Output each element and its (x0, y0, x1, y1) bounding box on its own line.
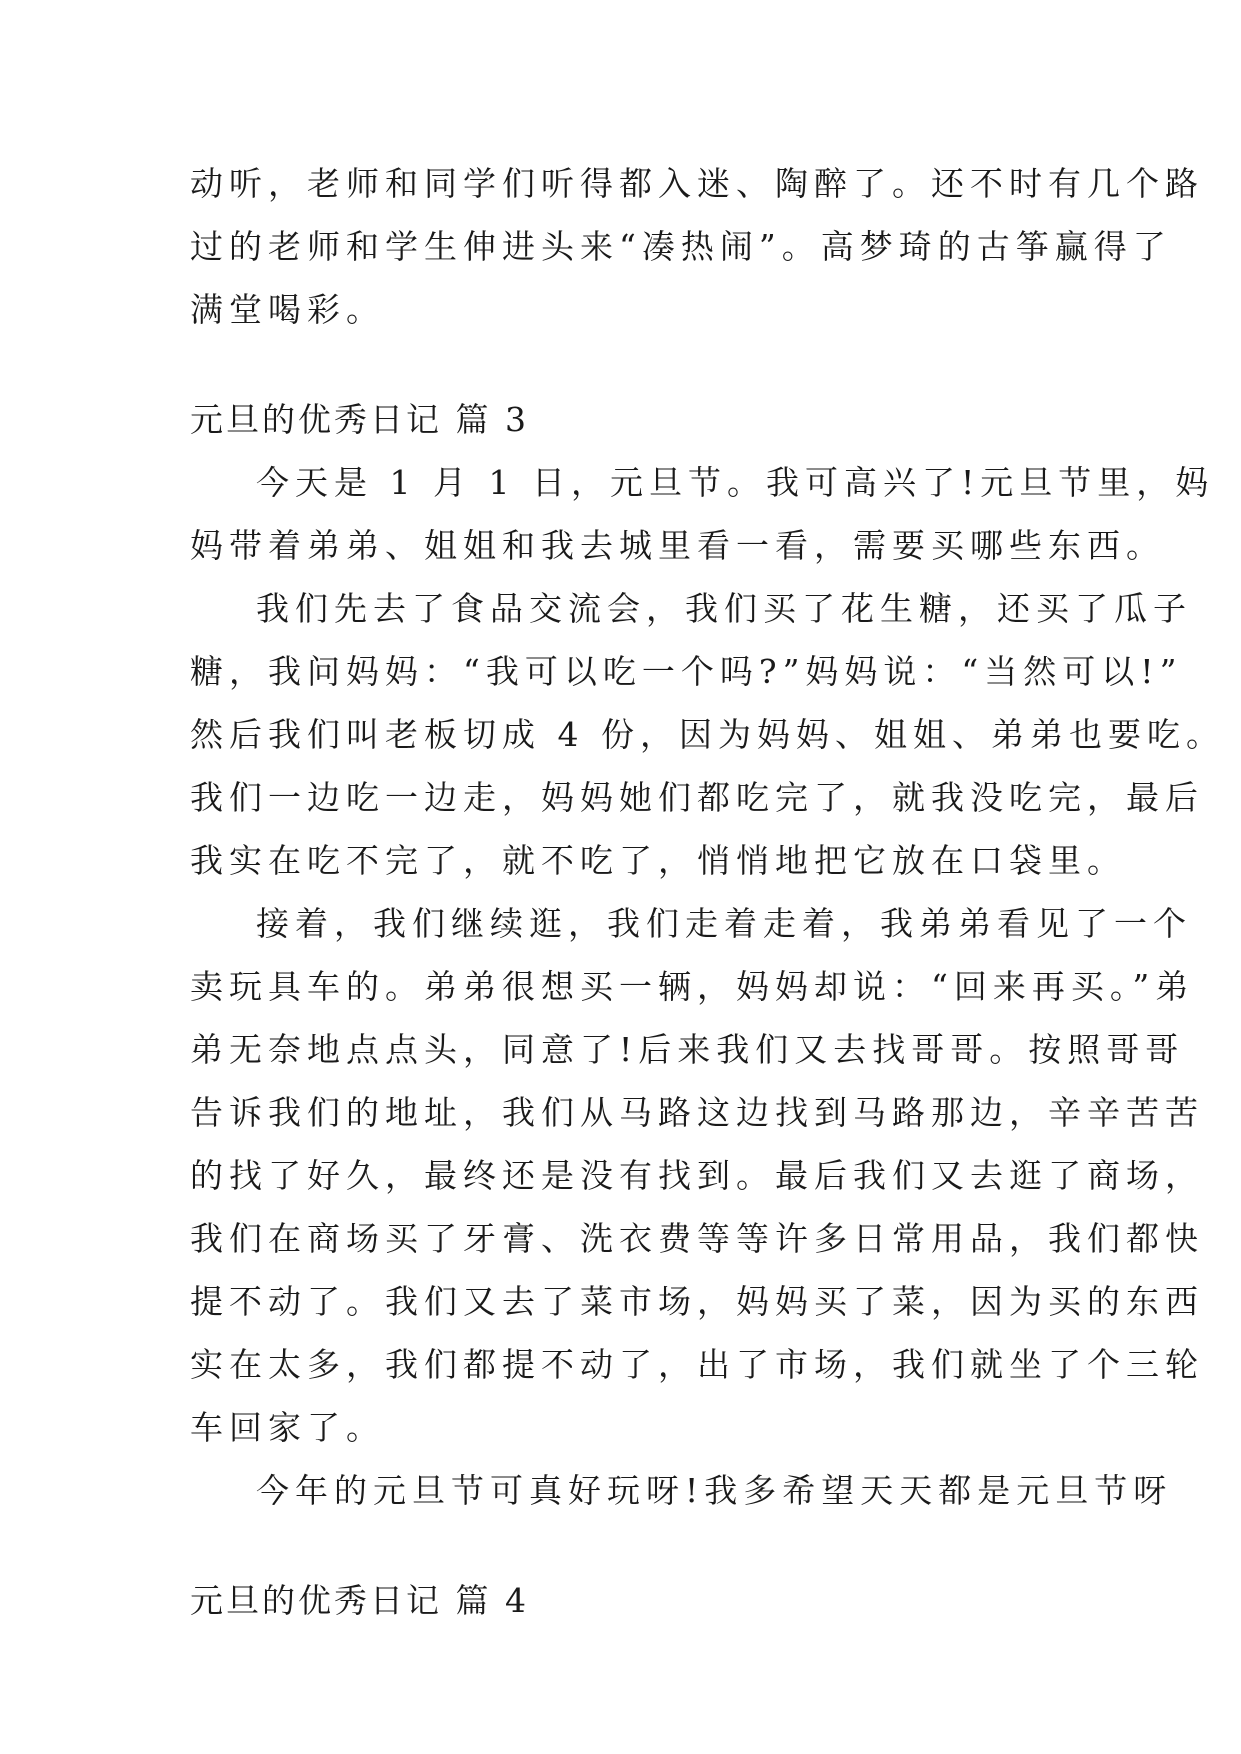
paragraph-line: 告诉我们的地址，我们从马路这边找到马路那边，辛辛苦苦 (190, 1093, 1204, 1132)
section-heading: 元旦的优秀日记 篇 3 (190, 400, 529, 439)
paragraph-line: 车回家了。 (190, 1408, 385, 1447)
paragraph-line: 我们在商场买了牙膏、洗衣费等等许多日常用品，我们都快 (190, 1219, 1204, 1258)
paragraph-line: 动听，老师和同学们听得都入迷、陶醉了。还不时有几个路 (190, 164, 1204, 203)
paragraph-line: 过的老师和学生伸进头来“凑热闹”。高梦琦的古筝赢得了 (190, 227, 1172, 266)
paragraph-line: 提不动了。我们又去了菜市场，妈妈买了菜，因为买的东西 (190, 1282, 1204, 1321)
section-heading: 元旦的优秀日记 篇 4 (190, 1581, 529, 1620)
paragraph-line: 的找了好久，最终还是没有找到。最后我们又去逛了商场， (190, 1156, 1204, 1195)
paragraph-line: 我实在吃不完了，就不吃了，悄悄地把它放在口袋里。 (190, 841, 1126, 880)
paragraph-line: 妈带着弟弟、姐姐和我去城里看一看，需要买哪些东西。 (190, 526, 1165, 565)
paragraph-line: 弟无奈地点点头，同意了!后来我们又去找哥哥。按照哥哥 (190, 1030, 1185, 1069)
paragraph-line: 糖，我问妈妈：“我可以吃一个吗?”妈妈说：“当然可以!” (190, 652, 1183, 691)
paragraph-line: 然后我们叫老板切成 4 份，因为妈妈、姐姐、弟弟也要吃。 (190, 715, 1225, 754)
paragraph-line: 满堂喝彩。 (190, 290, 385, 329)
paragraph-line: 接着，我们继续逛，我们走着走着，我弟弟看见了一个 (256, 904, 1192, 943)
paragraph-line: 今天是 1 月 1 日，元旦节。我可高兴了!元旦节里，妈 (256, 463, 1215, 502)
paragraph-line: 我们先去了食品交流会，我们买了花生糖，还买了瓜子 (256, 589, 1192, 628)
paragraph-line: 卖玩具车的。弟弟很想买一辆，妈妈却说：“回来再买。”弟 (190, 967, 1195, 1006)
paragraph-line: 我们一边吃一边走，妈妈她们都吃完了，就我没吃完，最后 (190, 778, 1204, 817)
paragraph-line: 今年的元旦节可真好玩呀!我多希望天天都是元旦节呀 (256, 1471, 1173, 1510)
paragraph-line: 实在太多，我们都提不动了，出了市场，我们就坐了个三轮 (190, 1345, 1204, 1384)
